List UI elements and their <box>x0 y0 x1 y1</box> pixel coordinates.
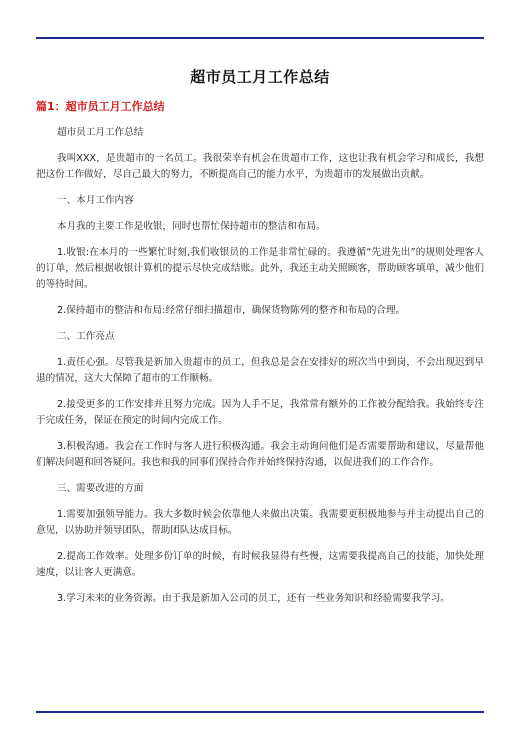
subtitle-paragraph: 超市员工月工作总结 <box>57 127 144 138</box>
intro-paragraph: 我叫XXX，是贵超市的一名员工。我很荣幸有机会在贵超市工作，这也让我有机会学习和成长，我想把这份工作做好，尽自己最大的努力，不断提高自己的能力水平，为贵超市的发展做出贡献。 <box>36 153 484 180</box>
paragraph-responsibility: 1.责任心强。尽管我是新加入贵超市的员工，但我总是会在安排好的班次当中到岗，不会出现迟到早退的情况，这大大保障了超市的工作顺畅。 <box>36 357 484 384</box>
paragraph-efficiency: 2.提高工作效率。处理多份订单的时候，有时候我显得有些慢，这需要我提高自己的技能，加快处理速度，以让客人更满意。 <box>36 551 484 578</box>
page-title: 超市员工月工作总结 <box>190 68 330 86</box>
heading-work-content: 一、本月工作内容 <box>57 195 134 206</box>
paragraph-communication: 3.积极沟通。我会在工作时与客人进行积极沟通。我会主动询问他们是否需要帮助和建议，尽量帮他们解决问题和回答疑问。我也和我的同事们保持合作并始终保持沟通，以促进我们的工作合作。 <box>36 441 484 468</box>
paragraph-cashier: 1.收银:在本月的一些繁忙时刻,我们收银员的工作是非常忙碌的。我遵循“先进先出”的规则处理客人的订单，然后根据收银计算机的提示尽快完成结账。此外，我还主动关照顾客，帮助顾客填单，减少他们的等待时间。 <box>36 247 484 290</box>
paragraph-learning: 3.学习未来的业务资源。由于我是新加入公司的员工，还有一些业务知识和经验需要我学习。 <box>57 593 450 604</box>
heading-improvements: 三、需要改进的方面 <box>57 483 144 494</box>
top-divider <box>36 37 484 39</box>
section-heading: 篇1：超市员工月工作总结 <box>36 100 165 113</box>
document-body <box>36 99 484 617</box>
paragraph-main-work: 本月我的主要工作是收银，同时也帮忙保持超市的整洁和布局。 <box>57 221 326 232</box>
paragraph-extra-work: 2.接受更多的工作安排并且努力完成。因为人手不足，我常常有额外的工作被分配给我。我始终专注于完成任务，保证在预定的时间内完成工作。 <box>36 399 484 426</box>
paragraph-tidiness: 2.保持超市的整洁和布局:经常仔细扫描超市，确保货物陈列的整齐和布局的合理。 <box>57 305 406 316</box>
heading-highlights: 二、工作亮点 <box>57 331 115 342</box>
paragraph-leadership: 1.需要加强领导能力。我大多数时候会依靠他人来做出决策。我需要更积极地参与并主动提出自己的意见，以协助并领导团队，帮助团队达成目标。 <box>36 509 484 536</box>
bottom-divider <box>36 711 484 713</box>
